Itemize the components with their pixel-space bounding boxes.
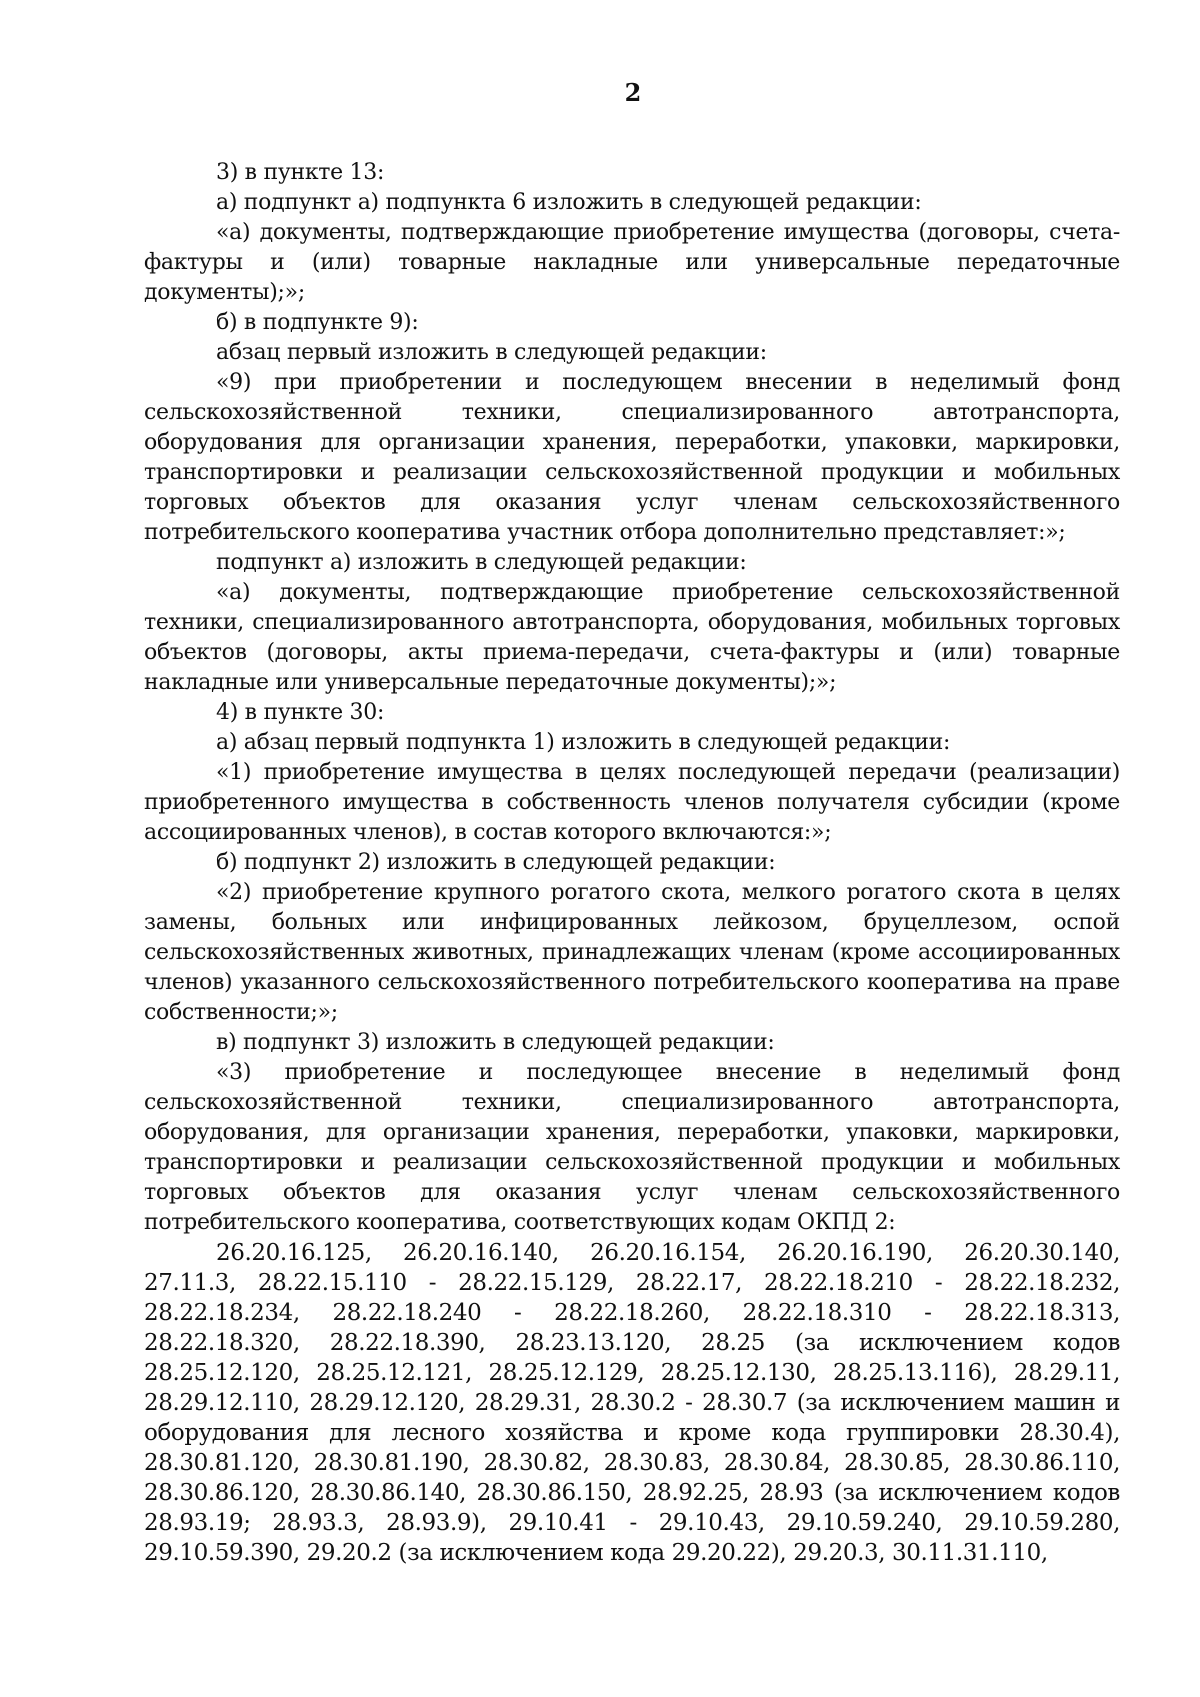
document-body: [144, 158, 1120, 1568]
paragraph: подпункт а) изложить в следующей редакции:: [216, 550, 747, 575]
paragraph: б) подпункт 2) изложить в следующей редакции:: [216, 850, 776, 875]
paragraph: 4) в пункте 30:: [216, 700, 385, 725]
paragraph: «а) документы, подтверждающие приобретение имущества (договоры, счета-фактуры и (или) товарные накладные или универсальные передаточные документы);»;: [144, 220, 1120, 305]
paragraph: «1) приобретение имущества в целях последующей передачи (реализации) приобретенного имущества в собственность членов получателя субсидии (кроме ассоциированных членов), в состав которого включаются:»;: [144, 760, 1120, 845]
okpd-codes-paragraph: 26.20.16.125, 26.20.16.140, 26.20.16.154, 26.20.16.190, 26.20.30.140, 27.11.3, 28.22.15.110 - 28.22.15.129, 28.22.17, 28.22.18.210 - 28.22.18.232, 28.22.18.234, 28.22.18.240 - 28.22.18.260, 28.22.18.310 - 28.22.18.313, 28.22.18.320, 28.22.18.390, 28.23.13.120, 28.25 (за исключением кодов 28.25.12.120, 28.25.12.121, 28.25.12.129, 28.25.12.130, 28.25.13.116), 28.29.11, 28.29.12.110, 28.29.12.120, 28.29.31, 28.30.2 - 28.30.7 (за исключением машин и оборудования для лесного хозяйства и кроме кода группировки 28.30.4), 28.30.81.120, 28.30.81.190, 28.30.82, 28.30.83, 28.30.84, 28.30.85, 28.30.86.110, 28.30.86.120, 28.30.86.140, 28.30.86.150, 28.92.25, 28.93 (за исключением кодов 28.93.19; 28.93.3, 28.93.9), 29.10.41 - 29.10.43, 29.10.59.240, 29.10.59.280, 29.10.59.390, 29.20.2 (за исключением кода 29.20.22), 29.20.3, 30.11.31.110,: [144, 1240, 1120, 1566]
paragraph: 3) в пункте 13:: [216, 160, 385, 185]
paragraph: б) в подпункте 9):: [216, 310, 419, 335]
paragraph: а) абзац первый подпункта 1) изложить в следующей редакции:: [216, 730, 951, 755]
paragraph: в) подпункт 3) изложить в следующей редакции:: [216, 1030, 775, 1055]
paragraph: «2) приобретение крупного рогатого скота, мелкого рогатого скота в целях замены, больных или инфицированных лейкозом, бруцеллезом, оспой сельскохозяйственных животных, принадлежащих членам (кроме ассоциированных членов) указанного сельскохозяйственного потребительского кооператива на праве собственности;»;: [144, 880, 1120, 1025]
paragraph: а) подпункт а) подпункта 6 изложить в следующей редакции:: [216, 190, 922, 215]
page-number: 2: [624, 78, 642, 107]
paragraph: «а) документы, подтверждающие приобретение сельскохозяйственной техники, специализированного автотранспорта, оборудования, мобильных торговых объектов (договоры, акты приема-передачи, счета-фактуры и (или) товарные накладные или универсальные передаточные документы);»;: [144, 580, 1120, 695]
paragraph: абзац первый изложить в следующей редакции:: [216, 340, 767, 365]
paragraph: «9) при приобретении и последующем внесении в неделимый фонд сельскохозяйственной техники, специализированного автотранспорта, оборудования для организации хранения, переработки, упаковки, маркировки, транспортировки и реализации сельскохозяйственной продукции и мобильных торговых объектов для оказания услуг членам сельскохозяйственного потребительского кооператива участник отбора дополнительно представляет:»;: [144, 370, 1120, 545]
paragraph: «3) приобретение и последующее внесение в неделимый фонд сельскохозяйственной техники, специализированного автотранспорта, оборудования, для организации хранения, переработки, упаковки, маркировки, транспортировки и реализации сельскохозяйственной продукции и мобильных торговых объектов для оказания услуг членам сельскохозяйственного потребительского кооператива, соответствующих кодам ОКПД 2:: [144, 1060, 1120, 1235]
